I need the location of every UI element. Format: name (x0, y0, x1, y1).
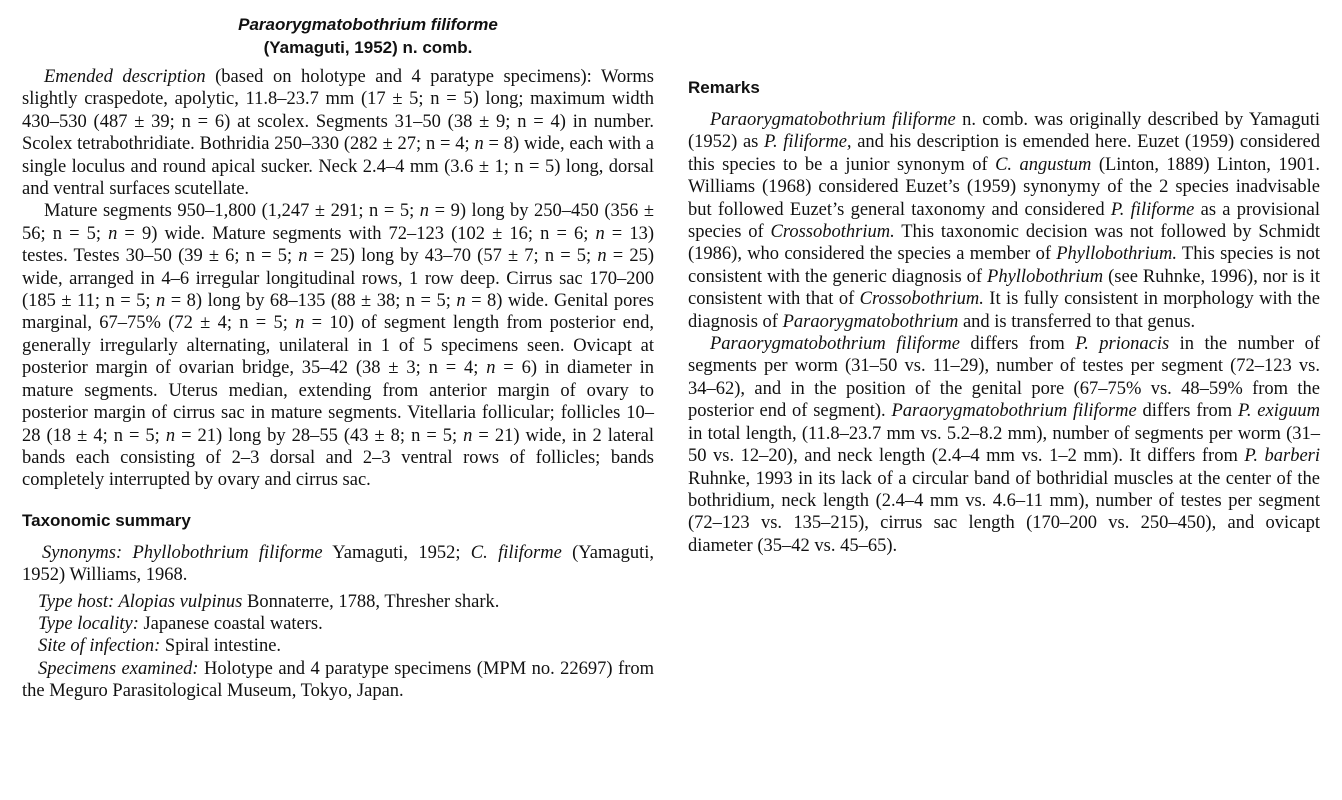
genus-name: Phyllobothrium. (1056, 244, 1178, 265)
text-run: Bonnaterre, 1788, Thresher shark. (242, 591, 500, 612)
species-name: P. barberi (1244, 446, 1321, 467)
italic-n: n (419, 201, 430, 222)
description-paragraph-2 (22, 200, 654, 491)
emended-description (22, 66, 654, 492)
species-name: P. filiforme (1110, 199, 1195, 220)
text-run: = 21) long by 28–55 (43 ± 8; n = 5; (175, 425, 464, 446)
text-run: (Yamaguti, 1952) Williams, 1968. (22, 542, 655, 586)
italic-n: n (165, 425, 176, 446)
text-run: = 10) of segment length from posterior end, generally irregularly alternating, unilateral in 1 of 5 specimens seen. Ovicapt at posterior margin of ovarian bridge, 35–42 (38 ± 3; n = 4; (22, 313, 654, 379)
title-species: Paraorygmatobothrium filiforme (238, 15, 498, 34)
italic-n: n (108, 223, 118, 244)
text-run: = 6) in diameter in mature segments. Uterus median, extending from anterior margin of ovary to posterior margin of cirrus sac in mature segments. Vitellaria follicular; follicles 10–28 (18 ± 4; n = 5; (22, 358, 654, 446)
site-of-infection-entry (22, 635, 654, 657)
italic-n: n (298, 246, 308, 267)
species-name: C. filiforme (470, 542, 562, 563)
type-host-entry (22, 591, 654, 613)
synonyms-label: Synonyms: (42, 542, 123, 563)
description-lead: Emended description (44, 67, 206, 87)
text-run: = 25) wide, arranged in 4–6 irregular longitudinal rows, 1 row deep. Cirrus sac 170–200 (185 ± 11; n = 5; (22, 246, 655, 312)
text-run: Holotype and 4 paratype specimens (MPM no. 22697) from the Meguro Parasitological Museum, Tokyo, Japan. (22, 658, 654, 702)
genus-name: Crossobothrium. (770, 222, 895, 243)
species-name: C. angustum (995, 154, 1092, 175)
synonyms-entry (22, 542, 654, 587)
text-run: = 21) wide, in 2 lateral bands each consisting of 2–3 dorsal and 2–3 ventral rows of follicles; bands completely interrupted by ovary and cirrus sac. (22, 425, 654, 491)
text-run: It is fully consistent in morphology with the diagnosis of (688, 289, 1320, 332)
remarks-paragraph-1 (688, 109, 1320, 333)
text-run: in the number of segments per worm (31–50 vs. 11–29), number of testes per segment (72–123 vs. 34–62), and in the position of the genital pore (67–75% vs. 48–59% from the posterior end of segment). (688, 334, 1320, 422)
italic-n: n (456, 291, 466, 312)
text-run: = 8) wide. Genital pores marginal, 67–75% (72 ± 4; n = 5; (22, 291, 654, 334)
italic-n: n (486, 358, 496, 379)
species-name: Paraorygmatobothrium filiforme (710, 334, 960, 355)
type-host-label: Type host: (38, 591, 115, 612)
text-run: = 8) long by 68–135 (88 ± 38; n = 5; (165, 291, 457, 312)
species-name: Paraorygmatobothrium filiforme (891, 401, 1137, 422)
text-run: as a provisional species of (688, 199, 1320, 243)
text-run: = 8) wide, each with a single loculus and round apical sucker. Neck 2.4–4 mm (3.6 ± 1; n = 5) long, dorsal and ventral surfaces scutellate. (22, 134, 655, 200)
left-column (22, 0, 654, 703)
text-run: and his description is emended here. Euzet (1959) considered this species to be a junior synonym of (688, 132, 1320, 175)
species-name: P. prionacis (1075, 334, 1170, 355)
text-run: Spiral intestine. (160, 636, 282, 657)
text-run: = 25) long by 43–70 (57 ± 7; n = 5; (307, 246, 598, 267)
text-run: differs from (959, 334, 1076, 355)
site-of-infection-label: Site of infection: (38, 636, 161, 657)
text-run: = 9) wide. Mature segments with 72–123 (102 ± 16; n = 6; (117, 223, 596, 244)
right-column (688, 0, 1320, 557)
text-run: (see Ruhnke, 1996), nor is it consistent with that of (688, 266, 1321, 310)
text-run: This taxonomic decision was not followed by Schmidt (1986), who considered the species a member of (688, 222, 1320, 265)
species-name: Alopias vulpinus (114, 591, 243, 612)
taxonomic-summary-heading: Taxonomic summary (22, 510, 191, 530)
text-run: Ruhnke, 1993 in its lack of a circular band of bothridial muscles at the center of the bothridium, neck length (2.4–4 mm vs. 4.6–11 mm), number of testes per segment (72–123 vs. 135–215), cirrus sac length (170–200 vs. 250–450), and ovicapt diameter (35–42 vs. 45–65). (688, 468, 1320, 556)
type-locality-entry (22, 613, 654, 635)
species-name: P. filiforme, (764, 132, 852, 153)
taxonomic-summary (22, 542, 654, 703)
article-title (78, 13, 658, 59)
text-run: = 13) testes. Testes 30–50 (39 ± 6; n = 5; (22, 223, 654, 267)
specimens-examined-entry (22, 658, 654, 703)
italic-n: n (597, 246, 607, 267)
genus-name: Crossobothrium. (859, 289, 984, 310)
italic-n: n (463, 425, 473, 446)
italic-n: n (474, 134, 484, 155)
description-paragraph-1 (22, 66, 654, 200)
text-run: (based on holotype and 4 paratype specimens): Worms slightly craspedote, apolytic, 11.8–23.7 mm (17 ± 5; n = 5) long; maximum width 430–530 (487 ± 39; n = 6) at scolex. Segments 31–50 (38 ± 9; n = 4) in number. Scolex tetrabothridiate. Bothridia 250–330 (282 ± 27; n = 4; (22, 67, 654, 155)
text-run: in total length, (11.8–23.7 mm vs. 5.2–8.2 mm), number of segments per worm (31–50 vs. 12–20), and neck length (2.4–4 mm vs. 1–2 mm). It differs from (688, 423, 1320, 467)
species-name: P. exiguum (1237, 401, 1320, 422)
text-run: Mature segments 950–1,800 (1,247 ± 291; n = 5; (44, 201, 420, 222)
title-authority: (Yamaguti, 1952) n. comb. (263, 38, 473, 57)
italic-n: n (156, 291, 166, 312)
text-run: (Linton, 1889) Linton, 1901. Williams (1968) considered Euzet’s (1959) synonymy of the 2 species inadvisable but followed Euzet’s general taxonomy and considered (688, 154, 1320, 220)
remarks-body (688, 109, 1320, 557)
genus-name: Paraorygmatobothrium (782, 311, 959, 332)
genus-name: Phyllobothrium (987, 266, 1104, 287)
text-run: Japanese coastal waters. (138, 613, 323, 634)
remarks-heading: Remarks (688, 78, 760, 97)
text-run: differs from (1136, 401, 1238, 422)
text-run: and is transferred to that genus. (958, 311, 1196, 332)
text-run: This species is not consistent with the generic diagnosis of (688, 244, 1320, 287)
specimens-examined-label: Specimens examined: (38, 658, 199, 679)
species-name: Paraorygmatobothrium filiforme (710, 110, 956, 130)
species-name: Phyllobothrium filiforme (122, 542, 323, 563)
italic-n: n (595, 223, 605, 244)
italic-n: n (295, 313, 305, 334)
text-run: Yamaguti, 1952; (322, 542, 471, 563)
type-locality-label: Type locality: (38, 613, 139, 634)
remarks-paragraph-2 (688, 333, 1320, 557)
text-run: n. comb. was originally described by Yamaguti (1952) as (688, 110, 1320, 153)
text-run: = 9) long by 250–450 (356 ± 56; n = 5; (22, 201, 654, 244)
